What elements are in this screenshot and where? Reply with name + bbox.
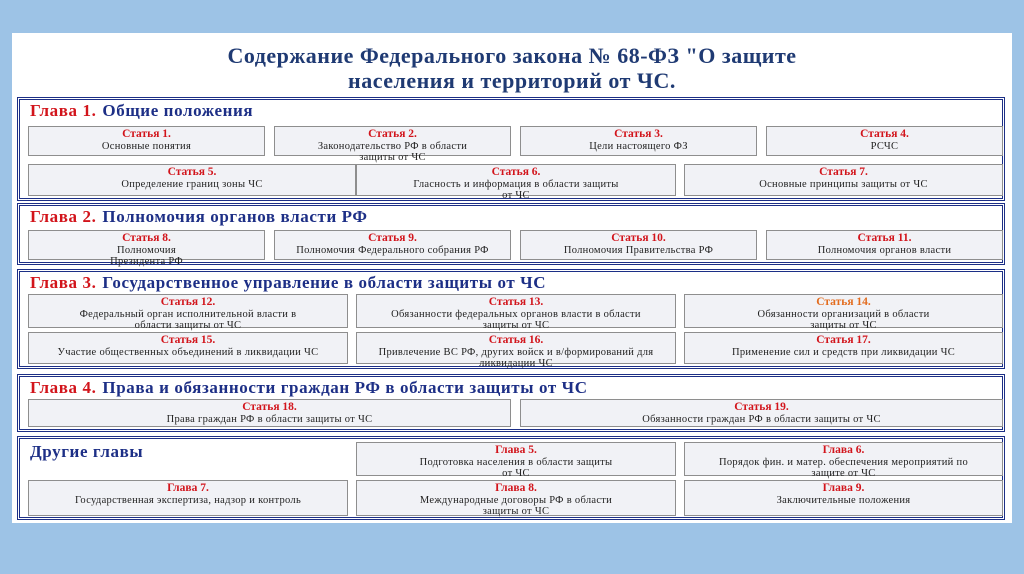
- article-5-text: Определение границ зоны ЧС: [121, 179, 263, 190]
- chapter-2-number: Глава 2.: [30, 207, 97, 226]
- article-2-label: Статья 2.: [368, 128, 417, 140]
- article-10-card[interactable]: [520, 230, 757, 260]
- chapter-8-text: Международные договоры РФ в области защиты от ЧС: [419, 495, 613, 517]
- chapter-8-label: Глава 8.: [495, 482, 537, 494]
- article-10-text: Полномочия Правительства РФ: [563, 245, 714, 256]
- article-14-card[interactable]: [684, 294, 1003, 331]
- chapter-7-text: Государственная экспертиза, надзор и контроль: [74, 495, 302, 506]
- article-3-text: Цели настоящего ФЗ: [589, 141, 688, 152]
- article-8-text: Полномочия Президента РФ: [110, 245, 183, 267]
- article-12-label: Статья 12.: [160, 296, 216, 308]
- article-9-text: Полномочия Федерального собрания РФ: [296, 245, 489, 256]
- slide: [12, 33, 1012, 523]
- article-4-text: РСЧС: [870, 141, 899, 152]
- chapter-6-text: Порядок фин. и матер. обеспечения мероприятий по защите от ЧС: [718, 457, 968, 479]
- chapter-1-title: Общие положения: [102, 101, 254, 120]
- chapter-4-box: [17, 374, 1005, 432]
- article-9-label: Статья 9.: [368, 232, 417, 244]
- article-14-label: Статья 14.: [816, 296, 871, 308]
- article-19-label: Статья 19.: [734, 401, 789, 413]
- article-11-text: Полномочия органов власти: [817, 245, 952, 256]
- chapter-5-label: Глава 5.: [495, 444, 537, 456]
- article-15-label: Статья 15.: [160, 334, 216, 346]
- article-16-card[interactable]: [356, 332, 676, 369]
- article-2-card[interactable]: [274, 126, 511, 163]
- chapter-1-box: [17, 97, 1005, 201]
- article-5-card[interactable]: [28, 164, 356, 196]
- article-3-card[interactable]: [520, 126, 757, 156]
- article-11-card[interactable]: [766, 230, 1003, 260]
- article-7-card[interactable]: [684, 164, 1003, 196]
- article-16-label: Статья 16.: [488, 334, 544, 346]
- chapter-2-heading: [30, 207, 368, 227]
- article-4-label: Статья 4.: [860, 128, 909, 140]
- chapter-5-text: Подготовка населения в области защиты от ЧС: [419, 457, 613, 479]
- article-15-text: Участие общественных объединений в ликвидации ЧС: [57, 347, 319, 358]
- chapter-4-heading: [30, 378, 588, 398]
- article-17-card[interactable]: [684, 332, 1003, 364]
- article-15-card[interactable]: [28, 332, 348, 364]
- chapter-7-card[interactable]: [28, 480, 348, 516]
- title-line-1: Содержание Федерального закона № 68-ФЗ "О защите: [227, 43, 797, 68]
- article-18-text: Права граждан РФ в области защиты от ЧС: [166, 414, 373, 425]
- other-chapters-title: Другие главы: [30, 442, 144, 461]
- article-1-label: Статья 1.: [122, 128, 171, 140]
- title-line-2: населения и территорий от ЧС.: [348, 68, 676, 93]
- chapter-9-card[interactable]: [684, 480, 1003, 516]
- chapter-9-label: Глава 9.: [822, 482, 865, 494]
- article-6-text: Гласность и информация в области защиты от ЧС: [413, 179, 619, 201]
- article-2-text: Законодательство РФ в области защиты от ЧС: [317, 141, 468, 163]
- article-19-card[interactable]: [520, 399, 1003, 427]
- chapter-2-title: Полномочия органов власти РФ: [102, 207, 368, 226]
- chapter-8-card[interactable]: [356, 480, 676, 516]
- article-9-card[interactable]: [274, 230, 511, 260]
- article-7-text: Основные принципы защиты от ЧС: [759, 179, 928, 190]
- chapter-3-box: [17, 269, 1005, 369]
- article-3-label: Статья 3.: [614, 128, 663, 140]
- article-17-label: Статья 17.: [816, 334, 871, 346]
- article-13-label: Статья 13.: [488, 296, 544, 308]
- chapter-7-label: Глава 7.: [167, 482, 209, 494]
- article-12-text: Федеральный орган исполнительной власти в области защиты от ЧС: [79, 309, 297, 331]
- other-chapters-heading: [30, 442, 143, 462]
- article-14-text: Обязанности организаций в области защиты от ЧС: [757, 309, 930, 331]
- chapter-3-heading: [30, 273, 546, 293]
- article-16-text: Привлечение ВС РФ, других войск и в/формирований для ликвидации ЧС: [378, 347, 654, 369]
- chapter-1-heading: [30, 101, 253, 121]
- article-7-label: Статья 7.: [819, 166, 868, 178]
- chapter-2-box: [17, 203, 1005, 265]
- chapter-1-number: Глава 1.: [30, 101, 97, 120]
- article-10-label: Статья 10.: [611, 232, 666, 244]
- article-18-card[interactable]: [28, 399, 511, 427]
- article-18-label: Статья 18.: [242, 401, 297, 413]
- chapter-5-card[interactable]: [356, 442, 676, 479]
- article-13-text: Обязанности федеральных органов власти в области защиты от ЧС: [391, 309, 641, 331]
- other-chapters-box: [17, 436, 1005, 520]
- article-13-card[interactable]: [356, 294, 676, 331]
- chapter-4-title: Права и обязанности граждан РФ в области защиты от ЧС: [102, 378, 588, 397]
- article-1-card[interactable]: [28, 126, 265, 156]
- chapter-6-card[interactable]: [684, 442, 1003, 479]
- article-19-text: Обязанности граждан РФ в области защиты от ЧС: [642, 414, 881, 425]
- article-1-text: Основные понятия: [101, 141, 192, 152]
- article-8-card[interactable]: [28, 230, 265, 267]
- article-5-label: Статья 5.: [167, 166, 217, 178]
- article-12-card[interactable]: [28, 294, 348, 331]
- chapter-6-label: Глава 6.: [822, 444, 865, 456]
- article-17-text: Применение сил и средств при ликвидации ЧС: [731, 347, 956, 358]
- chapter-3-title: Государственное управление в области защиты от ЧС: [102, 273, 547, 292]
- article-6-card[interactable]: [356, 164, 676, 201]
- chapter-9-text: Заключительные положения: [776, 495, 911, 506]
- article-8-label: Статья 8.: [122, 232, 171, 244]
- article-4-card[interactable]: [766, 126, 1003, 156]
- chapter-4-number: Глава 4.: [30, 378, 97, 397]
- article-6-label: Статья 6.: [491, 166, 541, 178]
- chapter-3-number: Глава 3.: [30, 273, 97, 292]
- page-title: [12, 43, 1012, 93]
- article-11-label: Статья 11.: [857, 232, 912, 244]
